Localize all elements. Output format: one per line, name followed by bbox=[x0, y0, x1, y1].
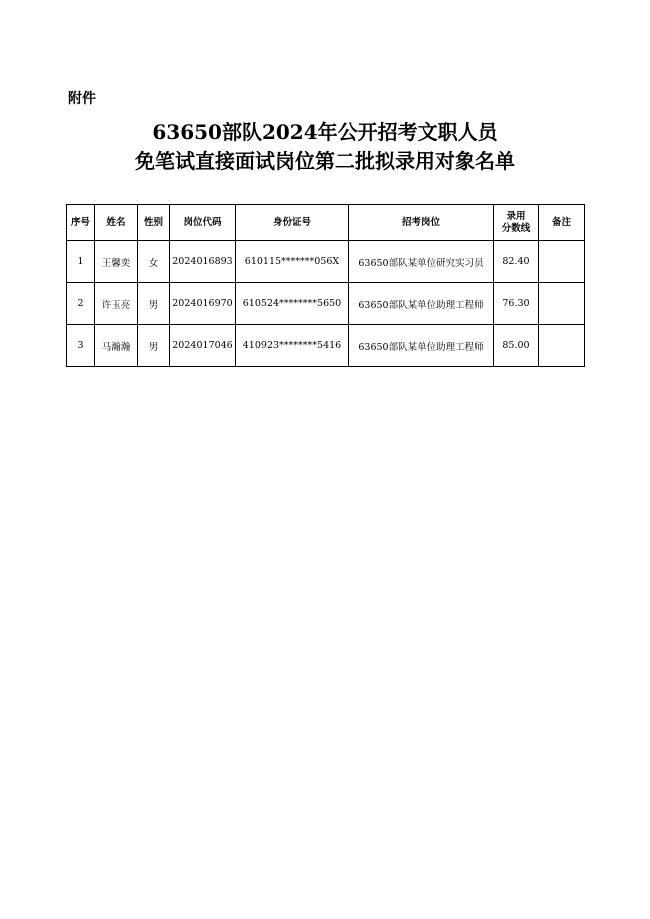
cell-index: 2 bbox=[67, 283, 95, 325]
header-score bbox=[494, 205, 539, 241]
cell-position: 63650部队某单位助理工程师 bbox=[349, 283, 494, 325]
table-row bbox=[67, 325, 585, 367]
cell-score: 82.40 bbox=[494, 241, 539, 283]
header-index: 序号 bbox=[67, 205, 95, 241]
attachment-label: 附件 bbox=[68, 91, 96, 107]
header-remark: 备注 bbox=[539, 205, 585, 241]
header-score-line1: 录用 bbox=[506, 210, 526, 222]
title-line-2: 免笔试直接面试岗位第二批拟录用对象名单 bbox=[135, 149, 515, 173]
cell-post-code: 2024017046 bbox=[170, 325, 236, 367]
cell-post-code: 2024016970 bbox=[170, 283, 236, 325]
cell-name: 马瀚瀚 bbox=[95, 325, 138, 367]
cell-gender: 女 bbox=[138, 241, 170, 283]
header-gender: 性别 bbox=[138, 205, 170, 241]
cell-post-code: 2024016893 bbox=[170, 241, 236, 283]
table-row bbox=[67, 283, 585, 325]
cell-remark bbox=[539, 283, 585, 325]
cell-id-number: 610524********5650 bbox=[236, 283, 349, 325]
cell-gender: 男 bbox=[138, 325, 170, 367]
header-score-line2: 分数线 bbox=[501, 222, 531, 234]
cell-remark bbox=[539, 325, 585, 367]
cell-remark bbox=[539, 241, 585, 283]
header-id-number: 身份证号 bbox=[236, 205, 349, 241]
title-line-1: 63650部队2024年公开招考文职人员 bbox=[152, 120, 498, 144]
cell-name: 许玉亮 bbox=[95, 283, 138, 325]
document-title bbox=[0, 118, 650, 176]
cell-score: 76.30 bbox=[494, 283, 539, 325]
header-name: 姓名 bbox=[95, 205, 138, 241]
cell-index: 1 bbox=[67, 241, 95, 283]
cell-score: 85.00 bbox=[494, 325, 539, 367]
candidate-table bbox=[66, 204, 585, 367]
cell-name: 王馨奕 bbox=[95, 241, 138, 283]
table-header-row bbox=[67, 205, 585, 241]
cell-position: 63650部队某单位助理工程师 bbox=[349, 325, 494, 367]
cell-id-number: 610115*******056X bbox=[236, 241, 349, 283]
header-position: 招考岗位 bbox=[349, 205, 494, 241]
cell-gender: 男 bbox=[138, 283, 170, 325]
cell-index: 3 bbox=[67, 325, 95, 367]
table-row bbox=[67, 241, 585, 283]
cell-id-number: 410923********5416 bbox=[236, 325, 349, 367]
header-post-code: 岗位代码 bbox=[170, 205, 236, 241]
cell-position: 63650部队某单位研究实习员 bbox=[349, 241, 494, 283]
